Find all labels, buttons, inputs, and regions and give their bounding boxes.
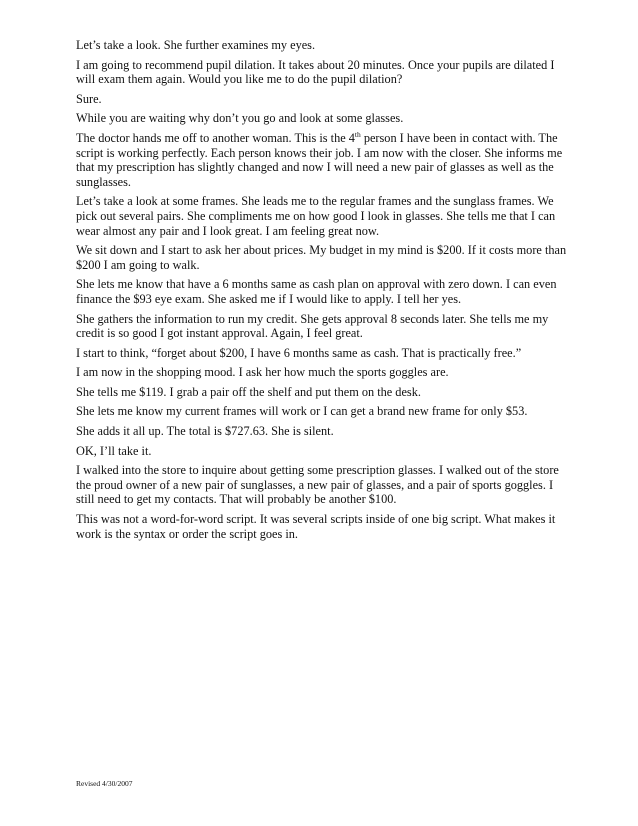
paragraph-5-text-after: person I have been in contact with. The script is working perfectly. Each person knows their job. I am now with the closer. She informs me that my prescription has slightly changed and now I will need a new pair of glasses as well as the sunglasses. [76,130,563,189]
paragraph-15: OK, I’ll take it. [76,443,152,458]
paragraph-7: We sit down and I start to ask her about prices. My budget in my mind is $200. If it costs more than $200 I am going to walk. [76,243,567,272]
ordinal-suffix: th [354,129,361,139]
paragraph-8: She lets me know that have a 6 months same as cash plan on approval with zero down. I can even finance the $93 eye exam. She asked me if I would like to apply. I tell her yes. [76,277,557,306]
paragraph-17: This was not a word-for-word script. It was several scripts inside of one big script. What makes it work is the syntax or order the script goes in. [76,512,556,541]
paragraph-3: Sure. [76,91,102,106]
paragraph-2: I am going to recommend pupil dilation. It takes about 20 minutes. Once your pupils are dilated I will exam them again. Would you like me to do the pupil dilation? [76,57,555,87]
paragraph-6: Let’s take a look at some frames. She leads me to the regular frames and the sunglass frames. We pick out several pairs. She compliments me on how good I look in glasses. She tells me that I can wear almost any pair and I look great. I am feeling great now. [76,194,556,238]
paragraph-1: Let’s take a look. She further examines my eyes. [76,38,316,52]
paragraph-11: I am now in the shopping mood. I ask her how much the sports goggles are. [76,365,449,380]
paragraph-10: I start to think, “forget about $200, I have 6 months same as cash. That is practically free.” [76,345,522,360]
paragraph-16: I walked into the store to inquire about getting some prescription glasses. I walked out of the store the proud owner of a new pair of sunglasses, a new pair of glasses, and a pair of sports goggles. I still need to get my contacts. That will probably be another $100. [76,463,559,507]
paragraph-4: While you are waiting why don’t you go and look at some glasses. [76,111,404,126]
paragraph-5 [76,131,568,189]
document-body [76,38,568,546]
paragraph-9: She gathers the information to run my credit. She gets approval 8 seconds later. She tells me my credit is so good I got instant approval. Again, I feel great. [76,311,549,341]
page-footer-revision: Revised 4/30/2007 [76,779,133,788]
paragraph-5-text-before: The doctor hands me off to another woman. This is the 4 [76,130,355,145]
paragraph-14: She adds it all up. The total is $727.63. She is silent. [76,424,334,439]
paragraph-13: She lets me know my current frames will work or I can get a brand new frame for only $53. [76,404,528,419]
paragraph-12: She tells me $119. I grab a pair off the shelf and put them on the desk. [76,384,421,399]
